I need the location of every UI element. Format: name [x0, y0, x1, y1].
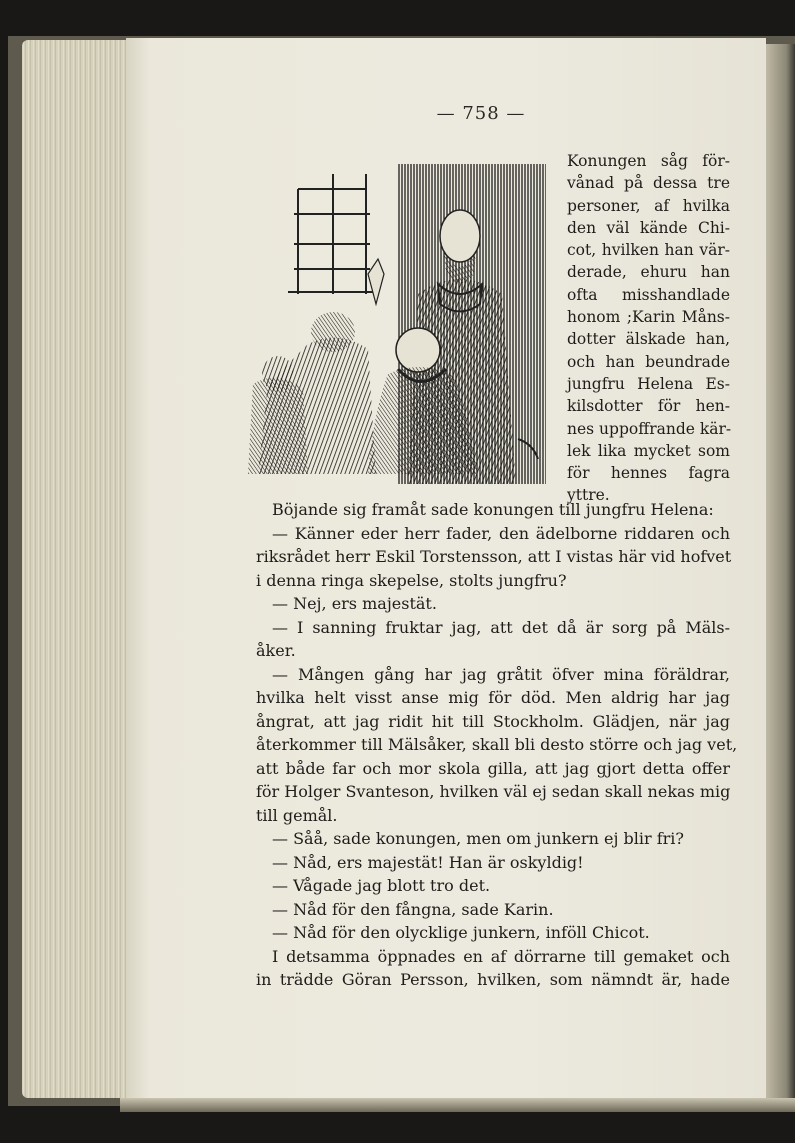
side-line: honom ;Karin Måns- [567, 308, 730, 327]
body-line: — Vågade jag blott tro det. [272, 876, 491, 895]
side-line: cot, hvilken han vär- [567, 241, 730, 260]
side-column-text [567, 150, 730, 507]
body-line: I detsamma öppnades en af dörrarne till gemaket och [272, 946, 730, 966]
side-line: personer, af hvilka [567, 196, 730, 215]
body-line: i denna ringa skepelse, stolts jungfru? [256, 570, 567, 590]
body-line: riksrådet herr Eskil Torstensson, att I vistas här vid hofvet [256, 547, 732, 566]
side-line: nes uppoffrande kär- [567, 419, 732, 438]
body-line: ångrat, att jag ridit hit till Stockholm. Glädjen, när jag [256, 711, 730, 731]
page-right-edge [766, 44, 795, 1106]
side-line: ofta misshandlade [567, 285, 730, 304]
body-line: — Såå, sade konungen, men om junkern ej blir fri? [272, 829, 684, 848]
engraving-illustration [248, 154, 548, 490]
body-line: återkommer till Mälsåker, skall bli desto större och jag vet, [256, 735, 738, 754]
page-bottom-edge [120, 1098, 795, 1112]
body-line: in trädde Göran Persson, hvilken, som nämndt är, hade [256, 970, 730, 989]
side-line: vånad på dessa tre [567, 174, 730, 193]
side-line: derade, ehuru han [567, 263, 730, 282]
body-line: — Mången gång har jag gråtit öfver mina föräldrar, [272, 664, 730, 684]
page-edges [22, 40, 138, 1098]
side-line: dotter älskade han, [567, 330, 730, 349]
body-line: för Holger Svanteson, hvilken väl ej sedan skall nekas mig [256, 782, 731, 801]
body-line: — Nåd för den fångna, sade Karin. [272, 899, 554, 919]
body-line: — Nåd, ers majestät! Han är oskyldig! [272, 852, 584, 872]
body-line: till gemål. [256, 805, 338, 825]
body-line: hvilka helt visst anse mig för död. Men aldrig har jag [256, 688, 730, 707]
side-line: yttre. [567, 486, 610, 505]
page-number: — 758 — [436, 103, 526, 124]
side-line: Konungen såg för- [567, 152, 730, 170]
side-line: den väl kände Chi- [567, 218, 730, 237]
body-line: — Nej, ers majestät. [272, 594, 437, 613]
side-line: lek lika mycket som [567, 441, 730, 460]
body-line: att både far och mor skola gilla, att jag gjort detta offer [256, 758, 730, 778]
body-line: — Känner eder herr fader, den ädelborne riddaren och [272, 523, 730, 543]
side-line: och han beundrade [567, 352, 730, 371]
side-line: för hennes fagra [567, 464, 730, 483]
side-line: kilsdotter för hen- [567, 397, 730, 416]
body-line: åker. [256, 641, 296, 660]
body-line: — I sanning fruktar jag, att det då är sorg på Mäls- [272, 617, 730, 637]
body-text [256, 498, 738, 992]
side-line: jungfru Helena Es- [567, 374, 730, 393]
body-line: — Nåd för den olycklige junkern, inföll Chicot. [272, 923, 650, 942]
body-line: Böjande sig framåt sade konungen till jungfru Helena: [272, 500, 714, 519]
